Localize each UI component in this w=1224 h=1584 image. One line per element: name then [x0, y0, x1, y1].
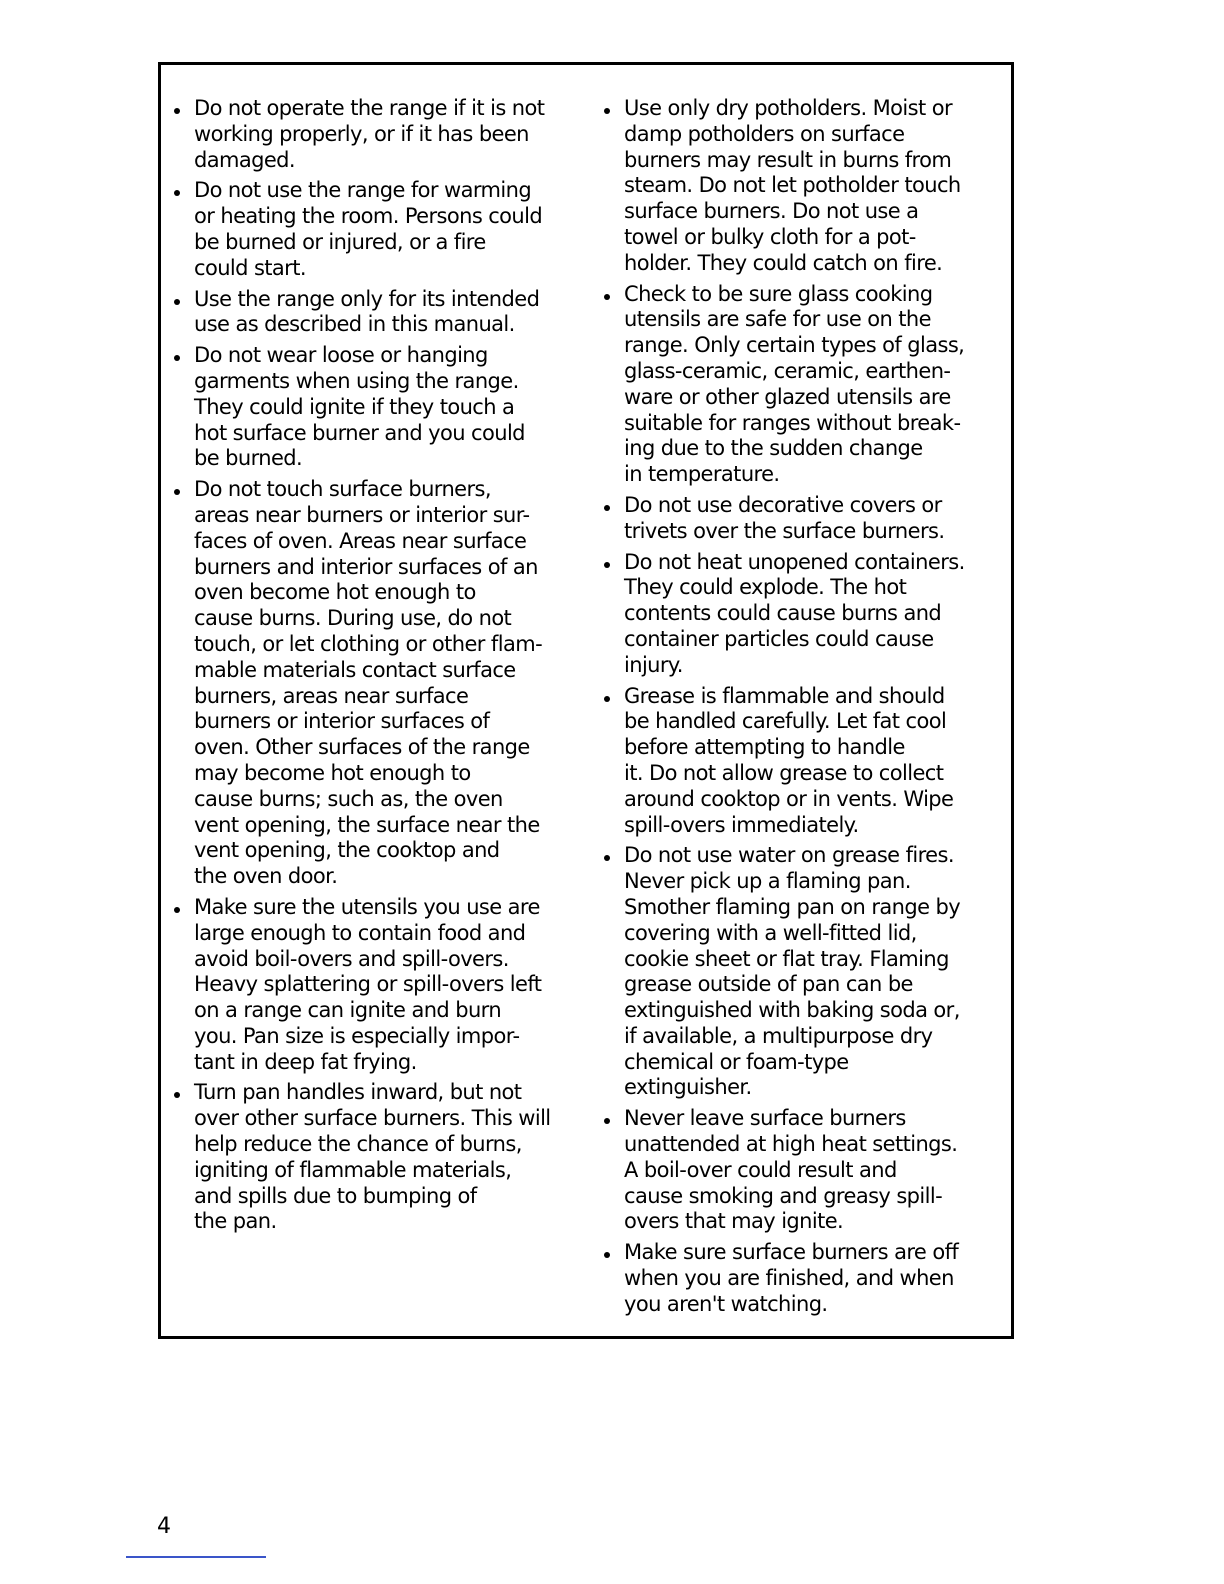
safety-item-line: when you are finished, and when	[624, 1266, 954, 1291]
safety-item-line: be handled carefully. Let fat cool	[624, 709, 947, 734]
safety-item-line: glass-ceramic, ceramic, earthen-	[624, 358, 951, 383]
safety-item-line: burners, areas near surface	[194, 683, 469, 708]
safety-item-line: Do not operate the range if it is not	[194, 96, 545, 120]
safety-item-line: Do not heat unopened containers.	[624, 549, 965, 574]
bullet-icon	[174, 907, 180, 913]
safety-item-line: extinguished with baking soda or,	[624, 998, 960, 1023]
safety-item-line: extinguisher.	[624, 1075, 752, 1100]
safety-item-line: be burned.	[194, 446, 303, 471]
safety-item-line: covering with a well-fitted lid,	[624, 920, 917, 945]
bullet-icon	[174, 190, 180, 196]
safety-item-line: Use only dry potholders. Moist or	[624, 96, 952, 120]
safety-item-line: touch, or let clothing or other flam-	[194, 631, 543, 656]
safety-item-line: burners or interior surfaces of	[194, 709, 490, 734]
safety-item-line: steam. Do not let potholder touch	[624, 173, 961, 198]
safety-item-line: Never leave surface burners	[624, 1106, 906, 1131]
safety-item-line: ing due to the sudden change	[624, 436, 923, 461]
safety-item-line: use as described in this manual.	[194, 312, 515, 337]
safety-item-line: igniting of flammable materials,	[194, 1157, 512, 1182]
safety-item-line: Do not wear loose or hanging	[194, 343, 488, 368]
safety-item-line: spill-overs immediately.	[624, 812, 859, 837]
bullet-icon	[604, 505, 610, 511]
safety-item-line: cause burns; such as, the oven	[194, 786, 503, 811]
safety-item-line: mable materials contact surface	[194, 657, 516, 682]
bullet-icon	[604, 562, 610, 568]
safety-item-line: oven. Other surfaces of the range	[194, 735, 530, 760]
safety-item-line: vent opening, the surface near the	[194, 812, 540, 837]
safety-item-line: you. Pan size is especially impor-	[194, 1023, 520, 1048]
safety-item-line: faces of oven. Areas near surface	[194, 528, 527, 553]
safety-item-line: Make sure the utensils you use are	[194, 894, 540, 919]
safety-item-line: Use the range only for its intended	[194, 286, 540, 311]
safety-item-line: it. Do not allow grease to collect	[624, 760, 944, 785]
safety-item-line: the pan.	[194, 1209, 277, 1234]
safety-item	[172, 96, 572, 173]
bullet-icon	[604, 855, 610, 861]
safety-item	[602, 493, 1006, 545]
safety-item-line: large enough to contain food and	[194, 920, 526, 945]
safety-item-line: hot surface burner and you could	[194, 420, 525, 445]
safety-item	[172, 1080, 572, 1235]
safety-item-line: oven become hot enough to	[194, 580, 476, 605]
safety-item-line: Grease is flammable and should	[624, 683, 945, 708]
safety-item-line: Smother flaming pan on range by	[624, 894, 961, 919]
safety-item-line: around cooktop or in vents. Wipe	[624, 786, 954, 811]
safety-item-line: damaged.	[194, 147, 295, 172]
safety-item-line: A boil-over could result and	[624, 1157, 897, 1182]
safety-item-line: contents could cause burns and	[624, 601, 942, 626]
bullet-icon	[174, 355, 180, 361]
bullet-icon	[604, 1118, 610, 1124]
safety-item	[172, 895, 572, 1076]
safety-item-line: Do not use decorative covers or	[624, 492, 942, 517]
safety-item	[602, 843, 1006, 1101]
safety-item-line: over other surface burners. This will	[194, 1106, 551, 1131]
safety-item-line: before attempting to handle	[624, 735, 905, 760]
safety-item-line: working properly, or if it has been	[194, 121, 529, 146]
safety-item-line: areas near burners or interior sur-	[194, 502, 530, 527]
safety-item-line: injury.	[624, 652, 683, 677]
safety-item-line: Never pick up a flaming pan.	[624, 869, 911, 894]
safety-item-line: be burned or injured, or a fire	[194, 229, 486, 254]
safety-item-line: holder. They could catch on fire.	[624, 250, 943, 275]
safety-item-line: burners and interior surfaces of an	[194, 554, 538, 579]
safety-item-line: vent opening, the cooktop and	[194, 838, 500, 863]
safety-item-line: and spills due to bumping of	[194, 1183, 477, 1208]
safety-item-line: unattended at high heat settings.	[624, 1132, 958, 1157]
safety-item-line: Make sure surface burners are off	[624, 1240, 959, 1265]
safety-item-line: Do not use the range for warming	[194, 178, 532, 203]
safety-item-line: cookie sheet or flat tray. Flaming	[624, 946, 949, 971]
safety-item	[172, 178, 572, 281]
bullet-icon	[174, 1092, 180, 1098]
safety-item-line: Heavy splattering or spill-overs left	[194, 972, 542, 997]
safety-item-line: avoid boil-overs and spill-overs.	[194, 946, 509, 971]
page-number: 4	[157, 1514, 171, 1539]
bottom-rule	[126, 1556, 266, 1558]
safety-item-line: help reduce the chance of burns,	[194, 1132, 522, 1157]
bullet-icon	[174, 108, 180, 114]
safety-item-line: container particles could cause	[624, 626, 934, 651]
safety-item-line: you aren't watching.	[624, 1291, 828, 1316]
safety-item-line: surface burners. Do not use a	[624, 199, 919, 224]
safety-item-line: Do not touch surface burners,	[194, 477, 491, 502]
safety-item-line: Turn pan handles inward, but not	[194, 1080, 522, 1105]
safety-item-line: may become hot enough to	[194, 760, 471, 785]
bullet-icon	[174, 489, 180, 495]
safety-item	[602, 550, 1006, 679]
safety-item-line: burners may result in burns from	[624, 147, 952, 172]
bullet-icon	[604, 1252, 610, 1258]
left-safety-column	[172, 96, 572, 1240]
safety-item-line: suitable for ranges without break-	[624, 410, 961, 435]
safety-item-line: if available, a multipurpose dry	[624, 1023, 933, 1048]
safety-item-line: cause smoking and greasy spill-	[624, 1183, 943, 1208]
safety-item-line: garments when using the range.	[194, 368, 519, 393]
safety-item-line: in temperature.	[624, 462, 780, 487]
safety-item-line: tant in deep fat frying.	[194, 1049, 417, 1074]
safety-item	[602, 1106, 1006, 1235]
safety-item	[172, 343, 572, 472]
safety-item-line: Check to be sure glass cooking	[624, 281, 933, 306]
safety-item-line: the oven door.	[194, 864, 338, 889]
bullet-icon	[604, 696, 610, 702]
safety-item-line: They could ignite if they touch a	[194, 394, 515, 419]
safety-item-line: or heating the room. Persons could	[194, 204, 543, 229]
bullet-icon	[604, 108, 610, 114]
safety-item-line: cause burns. During use, do not	[194, 606, 512, 631]
safety-item	[602, 282, 1006, 488]
bullet-icon	[604, 294, 610, 300]
safety-item-line: utensils are safe for use on the	[624, 307, 931, 332]
safety-item-line: range. Only certain types of glass,	[624, 333, 965, 358]
safety-item-line: ware or other glazed utensils are	[624, 384, 951, 409]
safety-item-line: They could explode. The hot	[624, 575, 907, 600]
bullet-icon	[174, 299, 180, 305]
safety-item-line: damp potholders on surface	[624, 121, 905, 146]
safety-item-line: trivets over the surface burners.	[624, 518, 945, 543]
safety-item	[602, 1240, 1006, 1317]
safety-item	[602, 96, 1006, 277]
safety-item-line: could start.	[194, 255, 306, 280]
safety-item	[172, 287, 572, 339]
safety-item	[172, 477, 572, 890]
safety-item-line: grease outside of pan can be	[624, 972, 913, 997]
safety-item-line: on a range can ignite and burn	[194, 998, 502, 1023]
right-safety-column	[602, 96, 1006, 1323]
safety-item-line: towel or bulky cloth for a pot-	[624, 224, 916, 249]
safety-item	[602, 684, 1006, 839]
safety-item-line: overs that may ignite.	[624, 1209, 844, 1234]
safety-item-line: Do not use water on grease fires.	[624, 843, 954, 868]
safety-item-line: chemical or foam-type	[624, 1049, 849, 1074]
